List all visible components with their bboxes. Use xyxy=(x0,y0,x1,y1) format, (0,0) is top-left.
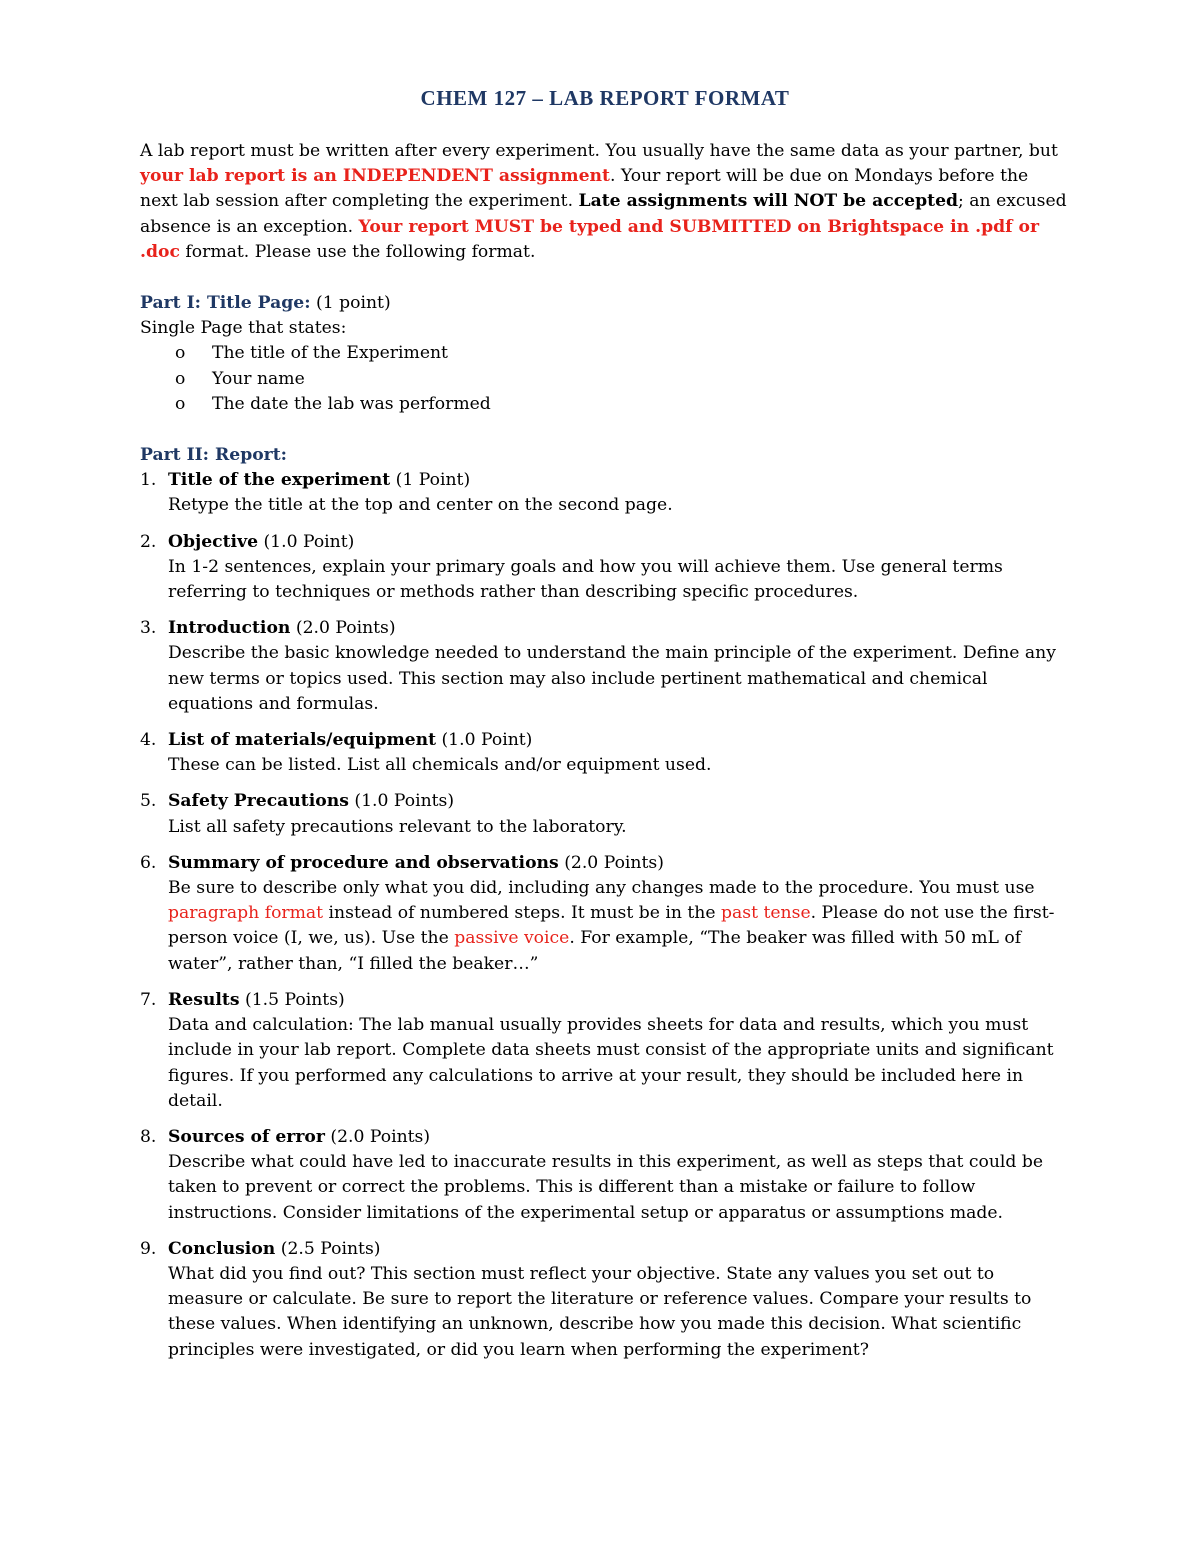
item-description xyxy=(168,876,1070,977)
item-heading xyxy=(168,468,1070,493)
description-run-text: Describe the basic knowledge needed to understand the main principle of the experiment. Define any new terms or topics used. This section may also include pertinent mathematical and chemical equations and formulas. xyxy=(168,643,1056,714)
description-run-text: Data and calculation: The lab manual usually provides sheets for data and results, which you must include in your lab report. Complete data sheets must consist of the appropriate units and significant figures. If you performed any calculations to arrive at your result, they should be included here in detail. xyxy=(168,1015,1054,1111)
report-items-list xyxy=(140,468,1070,1363)
item-number: 6. xyxy=(140,852,157,873)
intro-paragraph xyxy=(140,139,1070,265)
part-1-points: (1 point) xyxy=(310,293,391,314)
description-run-text: . Please do not use the first-person voice (I, we, us). Use the xyxy=(168,903,1055,949)
item-description xyxy=(168,1150,1070,1226)
part-1-heading: Part I: Title Page: xyxy=(140,293,311,314)
part-1-bullet-list xyxy=(140,341,1070,417)
description-run-text: Describe what could have led to inaccurate results in this experiment, as well as steps that could be taken to prevent or correct the problems. This is different than a mistake or failure to follow instructions. Consider limitations of the experimental setup or apparatus or assumptions made. xyxy=(168,1152,1044,1223)
item-description xyxy=(168,753,1070,778)
item-points: (2.0 Points) xyxy=(290,618,396,639)
report-item xyxy=(140,851,1070,977)
item-name: Sources of error xyxy=(168,1126,325,1147)
bullet-marker: o xyxy=(175,343,186,364)
description-run-emphasis: past tense xyxy=(721,903,811,924)
item-description xyxy=(168,641,1070,717)
item-number: 9. xyxy=(140,1238,157,1259)
item-points: (1 Point) xyxy=(390,470,471,491)
item-number: 3. xyxy=(140,618,157,639)
report-item xyxy=(140,728,1070,778)
item-heading xyxy=(168,530,1070,555)
bullet-text: The title of the Experiment xyxy=(212,343,448,364)
report-item xyxy=(140,1237,1070,1363)
item-description xyxy=(168,815,1070,840)
item-name: Title of the experiment xyxy=(168,470,391,491)
intro-run-text: . Your report will be due on Mondays before the next lab session after completing the experiment. xyxy=(140,166,1029,212)
item-name: Safety Precautions xyxy=(168,791,349,812)
item-points: (2.0 Points) xyxy=(558,852,664,873)
item-heading xyxy=(168,1125,1070,1150)
description-run-text: What did you find out? This section must reflect your objective. State any values you set out to measure or calculate. Be sure to report the literature or reference values. Compare your results to these values. When identifying an unknown, describe how you made this decision. What scientific principles were investigated, or did you learn when performing the experiment? xyxy=(168,1263,1032,1360)
item-heading xyxy=(168,789,1070,814)
description-run-text: . For example, “The beaker was filled with 50 mL of water”, rather than, “I filled the beaker…” xyxy=(168,928,1022,974)
intro-run-emphasis: Your report MUST be typed and SUBMITTED on Brightspace in .pdf or .doc xyxy=(140,216,1040,262)
description-run-text: List all safety precautions relevant to the laboratory. xyxy=(168,816,627,837)
part-1-subheading: Single Page that states: xyxy=(140,318,347,339)
item-number: 5. xyxy=(140,791,157,812)
item-points: (1.0 Point) xyxy=(436,730,533,751)
item-heading xyxy=(168,988,1070,1013)
intro-run-text: A lab report must be written after every experiment. You usually have the same data as your partner, but xyxy=(140,141,1058,161)
intro-run-emphasis: your lab report is an INDEPENDENT assignment xyxy=(140,166,610,187)
item-name: List of materials/equipment xyxy=(168,730,437,751)
item-points: (1.5 Points) xyxy=(239,989,345,1010)
part-1-section xyxy=(140,291,1070,417)
item-number: 7. xyxy=(140,989,157,1010)
item-heading xyxy=(168,616,1070,641)
bullet-marker: o xyxy=(175,368,186,389)
list-item xyxy=(175,341,1070,366)
description-run-emphasis: passive voice xyxy=(454,928,570,949)
part-1-heading-line xyxy=(140,291,1070,316)
item-description xyxy=(168,493,1070,518)
report-item xyxy=(140,530,1070,606)
intro-run-text: ; an excused absence is an exception. xyxy=(140,191,1067,237)
description-run-text: Retype the title at the top and center on the second page. xyxy=(168,495,673,516)
list-item xyxy=(175,367,1070,392)
list-item xyxy=(175,392,1070,417)
description-run-text: Be sure to describe only what you did, including any changes made to the procedure. You must use xyxy=(168,878,1035,899)
bullet-marker: o xyxy=(175,393,186,414)
item-number: 8. xyxy=(140,1126,157,1147)
item-heading xyxy=(168,851,1070,876)
report-item xyxy=(140,789,1070,839)
part-2-section xyxy=(140,443,1070,1363)
item-points: (2.5 Points) xyxy=(275,1238,381,1259)
item-number: 2. xyxy=(140,531,157,552)
item-name: Introduction xyxy=(168,618,291,639)
report-item xyxy=(140,988,1070,1114)
item-points: (2.0 Points) xyxy=(324,1126,431,1147)
item-name: Conclusion xyxy=(168,1238,276,1259)
item-description xyxy=(168,1262,1070,1363)
intro-run-text: format. Please use the following format. xyxy=(179,241,536,262)
item-name: Summary of procedure and observations xyxy=(168,852,559,873)
description-run-text: In 1-2 sentences, explain your primary goals and how you will achieve them. Use general terms referring to techniques or methods rather than describing specific procedures. xyxy=(168,556,1003,603)
report-item xyxy=(140,468,1070,518)
document-page xyxy=(140,86,1070,1374)
item-points: (1.0 Points) xyxy=(348,791,455,812)
description-run-emphasis: paragraph format xyxy=(168,903,324,924)
item-description xyxy=(168,555,1070,605)
intro-run-emphasis: Late assignments will NOT be accepted xyxy=(578,191,959,212)
item-heading xyxy=(168,1237,1070,1262)
item-name: Objective xyxy=(168,531,258,552)
description-run-text: instead of numbered steps. It must be in the xyxy=(323,903,722,924)
bullet-text: The date the lab was performed xyxy=(212,393,491,414)
item-points: (1.0 Point) xyxy=(258,531,355,552)
document-title: CHEM 127 – LAB REPORT FORMAT xyxy=(420,86,790,110)
part-2-heading: Part II: Report: xyxy=(140,445,288,466)
description-run-text: These can be listed. List all chemicals and/or equipment used. xyxy=(168,755,712,776)
item-number: 4. xyxy=(140,730,157,751)
report-item xyxy=(140,616,1070,717)
item-number: 1. xyxy=(140,470,157,491)
item-name: Results xyxy=(168,989,240,1010)
bullet-text: Your name xyxy=(212,368,305,389)
item-heading xyxy=(168,728,1070,753)
report-item xyxy=(140,1125,1070,1226)
item-description xyxy=(168,1013,1070,1114)
